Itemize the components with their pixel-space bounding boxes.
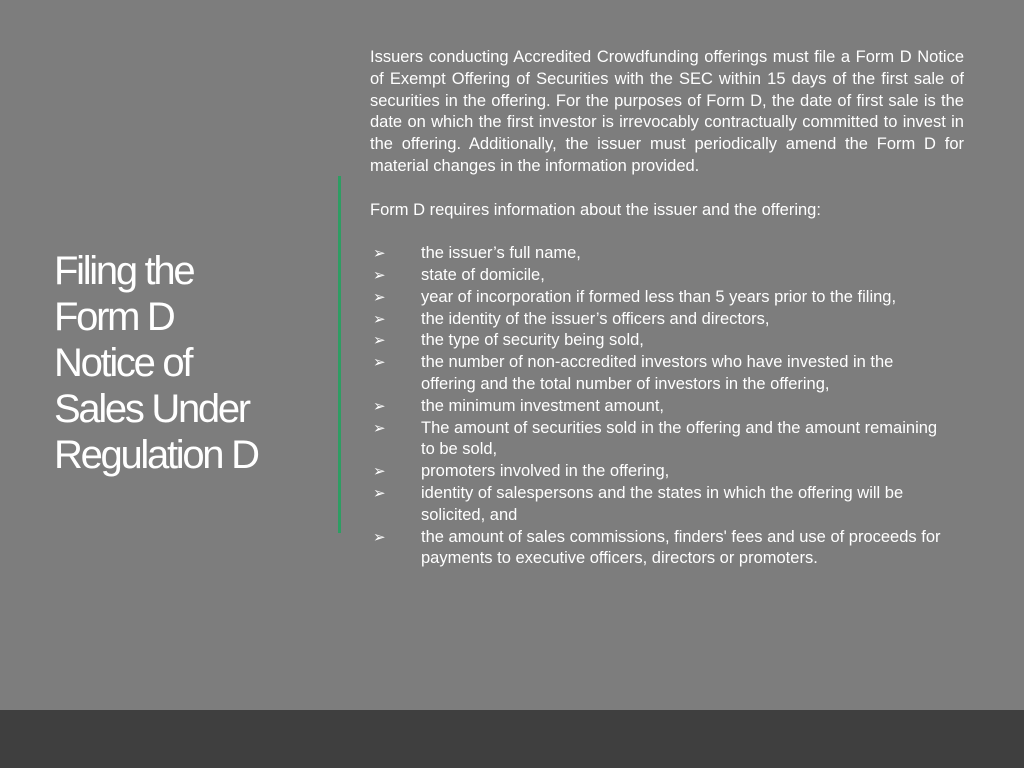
list-item-text: the type of security being sold, bbox=[421, 331, 644, 350]
list-item bbox=[370, 309, 951, 331]
slide-body bbox=[370, 47, 964, 570]
slide-title-line: Form D bbox=[54, 295, 174, 339]
arrow-bullet-icon: ➢ bbox=[373, 484, 386, 502]
intro-paragraph: Issuers conducting Accredited Crowdfunding offerings must file a Form D Notice of Exempt Offering of Securities with the SEC within 15 days of the first sale of securities in the offering. For the purposes of Form D, the date of first sale is the date on which the first investor is irrevocably contractually committed to invest in the offering. Additionally, the issuer must periodically amend the Form D for material changes in the information provided. bbox=[370, 48, 964, 175]
list-item bbox=[370, 265, 951, 287]
slide-title-line: Filing the bbox=[54, 249, 194, 293]
list-item bbox=[370, 352, 951, 396]
slide-title-line: Regulation D bbox=[54, 433, 258, 477]
footer-band bbox=[0, 710, 1024, 768]
list-item-text: The amount of securities sold in the offering and the amount remaining to be sold, bbox=[421, 418, 938, 459]
list-item bbox=[370, 461, 951, 483]
arrow-bullet-icon: ➢ bbox=[373, 310, 386, 328]
arrow-bullet-icon: ➢ bbox=[373, 288, 386, 306]
arrow-bullet-icon: ➢ bbox=[373, 354, 386, 372]
lead-sentence: Form D requires information about the issuer and the offering: bbox=[370, 200, 821, 219]
accent-divider bbox=[338, 176, 341, 533]
requirements-list bbox=[370, 243, 964, 570]
list-item-text: identity of salespersons and the states in which the offering will be solicited, and bbox=[421, 483, 904, 524]
arrow-bullet-icon: ➢ bbox=[373, 266, 386, 284]
list-item bbox=[370, 243, 951, 265]
slide-title-line: Sales Under bbox=[54, 387, 249, 431]
list-item-text: promoters involved in the offering, bbox=[421, 462, 670, 481]
slide-title-line: Notice of bbox=[54, 341, 192, 385]
arrow-bullet-icon: ➢ bbox=[373, 397, 386, 415]
list-item bbox=[370, 330, 951, 352]
arrow-bullet-icon: ➢ bbox=[373, 419, 386, 437]
list-item-text: the issuer’s full name, bbox=[421, 244, 581, 263]
arrow-bullet-icon: ➢ bbox=[373, 332, 386, 350]
arrow-bullet-icon: ➢ bbox=[373, 463, 386, 481]
arrow-bullet-icon: ➢ bbox=[373, 245, 386, 263]
list-item bbox=[370, 483, 951, 527]
slide-title bbox=[54, 248, 324, 478]
list-item bbox=[370, 418, 951, 462]
list-item-text: the number of non-accredited investors who have invested in the offering and the total number of investors in the offering, bbox=[421, 353, 894, 393]
list-item-text: year of incorporation if formed less than 5 years prior to the filing, bbox=[421, 287, 897, 306]
arrow-bullet-icon: ➢ bbox=[373, 528, 386, 546]
list-item bbox=[370, 287, 951, 309]
list-item-text: the identity of the issuer’s officers and directors, bbox=[421, 309, 770, 328]
list-item-text: state of domicile, bbox=[421, 265, 545, 284]
list-item-text: the amount of sales commissions, finders' fees and use of proceeds for payments to executive officers, directors or promoters. bbox=[421, 527, 941, 568]
list-item bbox=[370, 527, 951, 571]
list-item-text: the minimum investment amount, bbox=[421, 396, 665, 415]
list-item bbox=[370, 396, 951, 418]
